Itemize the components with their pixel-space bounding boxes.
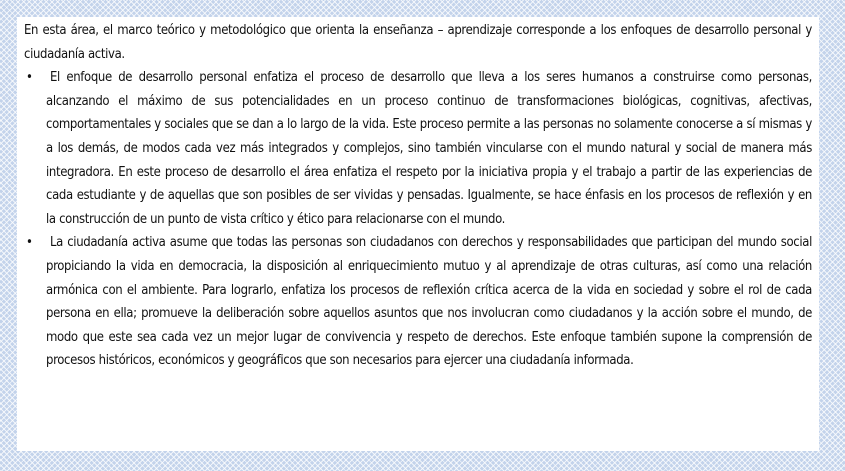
list-item-personal-development bbox=[24, 66, 812, 231]
bullet-icon: • bbox=[26, 70, 33, 86]
personal-development-text: El enfoque de desarrollo personal enfatiza el proceso de desarrollo que lleva a los seres humanos a construirse como personas, alcanzando el máximo de sus potencialidades en un proceso continuo de transformaciones biológicas, cognitivas, afectivas, comportamentales y sociales que se dan a lo largo de la vida. Este proceso permite a las personas no solamente conocerse a sí mismas y a los demás, de modos cada vez más integrados y complejos, sino también vincularse con el mundo natural y social de manera más integradora. En este proceso de desarrollo el área enfatiza el respeto por la iniciativa propia y el trabajo a partir de las experiencias de cada estudiante y de aquellas que son posibles de ser vividas y pensadas. Igualmente, se hace énfasis en los procesos de reflexión y en la construcción de un punto de vista crítico y ético para relacionarse con el mundo. bbox=[46, 70, 812, 227]
intro-paragraph: En esta área, el marco teórico y metodológico que orienta la enseñanza – aprendizaje corresponde a los enfoques de desarrollo personal y ciudadanía activa. bbox=[24, 23, 812, 62]
list-item-active-citizenship bbox=[24, 231, 812, 373]
active-citizenship-text: La ciudadanía activa asume que todas las personas son ciudadanos con derechos y responsabilidades que participan del mundo social propiciando la vida en democracia, la disposición al enriquecimiento mutuo y al aprendizaje de otras culturas, así como una relación armónica con el ambiente. Para lograrlo, enfatiza los procesos de reflexión crítica acerca de la vida en sociedad y sobre el rol de cada persona en ella; promueve la deliberación sobre aquellos asuntos que nos involucran como ciudadanos y la acción sobre el mundo, de modo que este sea cada vez un mejor lugar de convivencia y respeto de derechos. Este enfoque también supone la comprensión de procesos históricos, económicos y geográficos que son necesarios para ejercer una ciudadanía informada. bbox=[46, 235, 812, 369]
bullet-icon: • bbox=[26, 235, 33, 251]
document-body bbox=[24, 19, 812, 373]
approaches-list bbox=[24, 66, 812, 373]
text-panel bbox=[17, 17, 819, 451]
